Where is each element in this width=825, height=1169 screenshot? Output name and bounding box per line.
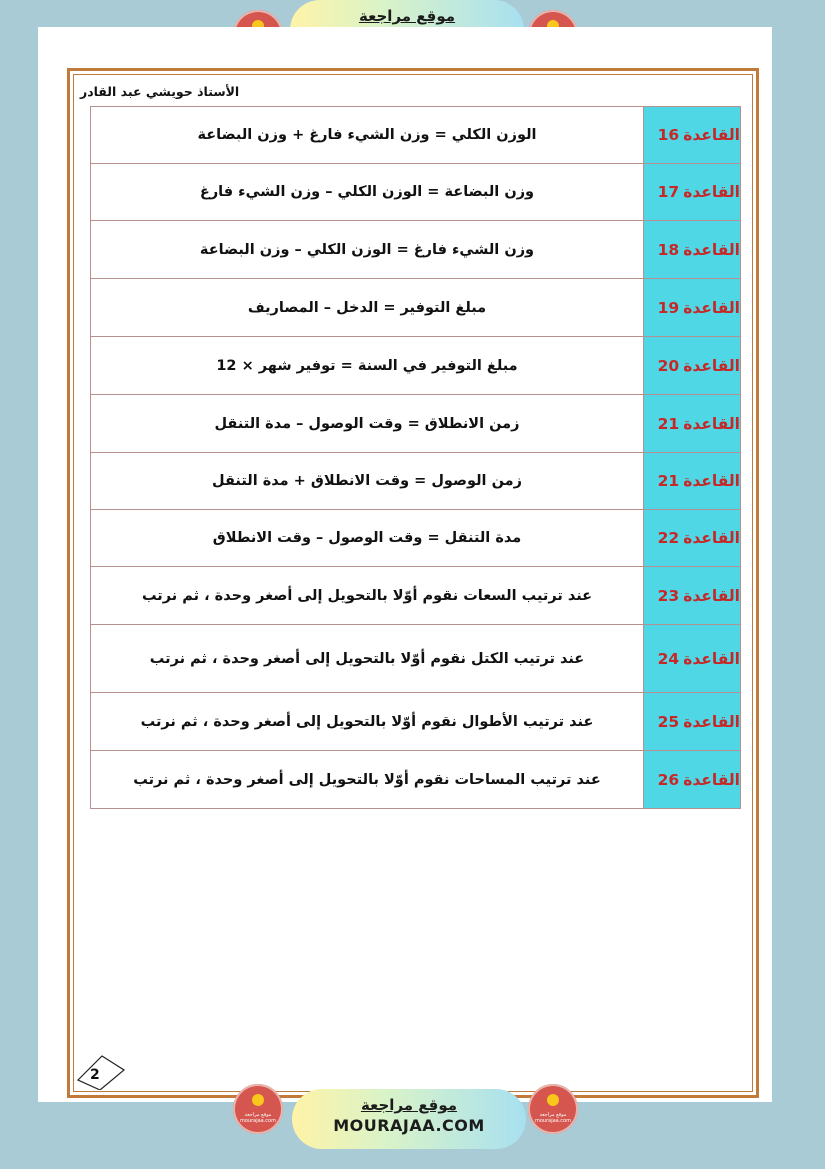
logo-caption: موقع مراجعة: [244, 1112, 272, 1118]
footer-site-name-en: MOURAJAA.COM: [333, 1116, 485, 1135]
logo-domain: mourajaa.com: [534, 1118, 571, 1124]
rule-text: الوزن الكلي = وزن الشيء فارغ + وزن البضاعة: [91, 107, 644, 164]
rule-label: [644, 164, 741, 221]
rule-word: القاعدة: [683, 649, 740, 668]
logo-caption: موقع مراجعة: [539, 1112, 567, 1118]
rule-number: 21: [657, 414, 680, 433]
rule-text: مبلغ التوفير في السنة = توفير شهر × 12: [91, 337, 644, 395]
rule-text: وزن البضاعة = الوزن الكلي – وزن الشيء فارغ: [91, 164, 644, 221]
rule-label: [644, 395, 741, 453]
rule-word: القاعدة: [683, 298, 740, 317]
rule-number: 20: [657, 356, 680, 375]
page-corner-icon: [76, 1040, 126, 1090]
logo-domain: mourajaa.com: [239, 1118, 276, 1124]
rule-row: [91, 279, 741, 337]
header-site-name-ar: موقع مراجعة: [358, 7, 456, 25]
rule-label: [644, 279, 741, 337]
footer-site-badge[interactable]: [292, 1089, 526, 1149]
rule-text: زمن الانطلاق = وقت الوصول – مدة التنقل: [91, 395, 644, 453]
rule-text: مدة التنقل = وقت الوصول – وقت الانطلاق: [91, 510, 644, 567]
rules-table: [90, 106, 741, 809]
rule-word: القاعدة: [683, 770, 740, 789]
rule-text: عند ترتيب المساحات نقوم أوّلا بالتحويل إلى أصغر وحدة ، ثم نرتب: [91, 751, 644, 809]
rule-number: 22: [657, 529, 680, 547]
rule-number: 23: [657, 586, 680, 605]
rule-text: وزن الشيء فارغ = الوزن الكلي – وزن البضاعة: [91, 221, 644, 279]
rule-text: مبلغ التوفير = الدخل – المصاريف: [91, 279, 644, 337]
page-number: 2: [90, 1067, 100, 1083]
rule-row: [91, 510, 741, 567]
rule-row: [91, 567, 741, 625]
author-name: الأستاذ حويشي عبد القادر: [80, 84, 240, 99]
rule-label: [644, 751, 741, 809]
rule-label: [644, 567, 741, 625]
footer-logo-right-icon: [528, 1084, 578, 1134]
rule-word: القاعدة: [683, 414, 740, 433]
rule-row: [91, 625, 741, 693]
rule-number: 25: [657, 712, 680, 731]
rule-text: عند ترتيب الكتل نقوم أوّلا بالتحويل إلى أصغر وحدة ، ثم نرتب: [91, 625, 644, 693]
rule-text: عند ترتيب الأطوال نقوم أوّلا بالتحويل إلى أصغر وحدة ، ثم نرتب: [91, 693, 644, 751]
rule-text: عند ترتيب السعات نقوم أوّلا بالتحويل إلى أصغر وحدة ، ثم نرتب: [91, 567, 644, 625]
rule-number: 19: [657, 298, 680, 317]
rule-label: [644, 107, 741, 164]
rule-text: زمن الوصول = وقت الانطلاق + مدة التنقل: [91, 453, 644, 510]
footer-logo-left-icon: [233, 1084, 283, 1134]
rule-number: 17: [657, 183, 680, 201]
rule-row: [91, 453, 741, 510]
rule-number: 26: [657, 770, 680, 789]
rule-word: القاعدة: [683, 183, 740, 201]
page-number-marker: [76, 1040, 126, 1090]
rule-word: القاعدة: [683, 529, 740, 547]
rule-word: القاعدة: [683, 586, 740, 605]
rule-label: [644, 693, 741, 751]
rule-word: القاعدة: [683, 472, 740, 490]
rule-row: [91, 693, 741, 751]
footer-site-name-ar: موقع مراجعة: [360, 1096, 458, 1114]
rule-row: [91, 221, 741, 279]
rule-row: [91, 164, 741, 221]
rule-word: القاعدة: [683, 712, 740, 731]
rule-row: [91, 107, 741, 164]
rule-word: القاعدة: [683, 356, 740, 375]
rule-number: 21: [657, 472, 680, 490]
rule-number: 16: [657, 126, 680, 144]
rule-row: [91, 337, 741, 395]
rule-number: 18: [657, 240, 680, 259]
rule-label: [644, 221, 741, 279]
rule-label: [644, 625, 741, 693]
rule-word: القاعدة: [683, 126, 740, 144]
rule-number: 24: [657, 649, 680, 668]
rule-row: [91, 395, 741, 453]
rule-label: [644, 510, 741, 567]
rule-label: [644, 453, 741, 510]
rule-label: [644, 337, 741, 395]
rule-word: القاعدة: [683, 240, 740, 259]
rule-row: [91, 751, 741, 809]
